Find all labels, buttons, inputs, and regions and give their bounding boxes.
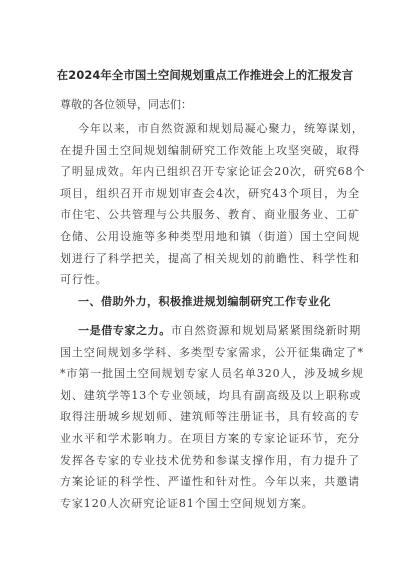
paragraph-line: 发挥各专家的专业技术优势和参谋支撑作用，有力提升了	[60, 453, 360, 467]
paragraph-line: 方案论证的科学性、严谨性和针对性。今年以来，共邀请	[60, 475, 360, 489]
paragraph-line: 业水平和学术影响力。在项目方案的专家论证环节，充分	[60, 431, 360, 445]
paragraph-line: *市第一批国土空间规划专家人员名单320人，涉及城乡规	[60, 367, 364, 381]
section-heading: 一、借助外力，积极推进规划编制研究工作专业化	[78, 295, 331, 308]
section-paragraph	[60, 320, 364, 514]
paragraph-line: 市住宅、公共管理与公共服务、教育、商业服务业、工矿	[60, 208, 360, 222]
paragraph-line: 取得注册城乡规划师、建筑师等注册证书，具有较高的专	[60, 410, 360, 424]
intro-paragraph	[60, 118, 366, 291]
paragraph-lead: 一是借专家之力。	[78, 324, 171, 337]
paragraph-line: 在提升国土空间规划编制研究工作效能上攻坚突破，取得	[60, 143, 360, 157]
paragraph-line: 可行性。	[60, 273, 108, 287]
paragraph-line: 国土空间规划多学科、多类型专家需求，公开征集确定了*	[60, 345, 364, 359]
salutation: 尊敬的各位领导，同志们：	[60, 98, 192, 111]
paragraph-line	[60, 320, 360, 342]
paragraph-line: 今年以来，市自然资源和规划局凝心聚力，统筹谋划，	[78, 122, 364, 135]
paragraph-line-text: 市自然资源和规划局紧紧围绕新时期	[170, 324, 362, 337]
paragraph-line: 专家120人次研究论证81个国土空间规划方案。	[60, 496, 314, 510]
paragraph-line: 了明显成效。年内已组织召开专家论证会20次，研究68个	[60, 165, 366, 179]
document-title: 在2024年全市国土空间规划重点工作推进会上的汇报发言	[56, 68, 354, 82]
paragraph-line: 项目，组织召开市规划审查会4次，研究43个项目，为全	[60, 186, 360, 200]
paragraph-line: 仓储、公用设施等多种类型用地和镇（街道）国土空间规	[60, 229, 360, 243]
paragraph-line: 划进行了科学把关，提高了相关规划的前瞻性、科学性和	[60, 251, 360, 265]
paragraph-line: 划、建筑学等13个专业领域，均具有副高级及以上职称或	[60, 388, 362, 402]
